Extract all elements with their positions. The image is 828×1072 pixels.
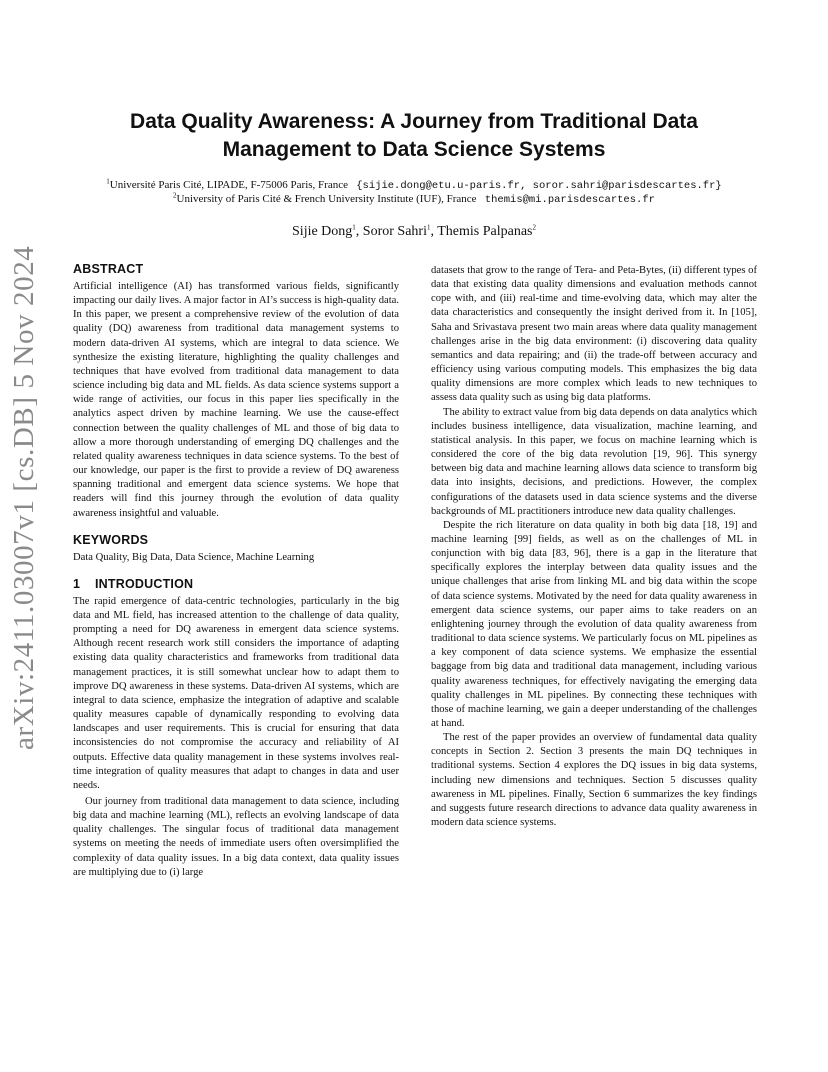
arxiv-identifier: arXiv:2411.03007v1 [cs.DB] 5 Nov 2024 — [8, 245, 40, 750]
author-sup: 1 — [426, 223, 431, 232]
author-name: Themis Palpanas — [437, 224, 533, 239]
affiliation-1-text: Université Paris Cité, LIPADE, F-75006 Paris, France — [109, 179, 348, 191]
author-name: Sijie Dong — [292, 224, 353, 239]
affiliation-1-emails: {sijie.dong@etu.u-paris.fr, soror.sahri@parisdescartes.fr} — [356, 180, 722, 192]
affiliation-2-sup: 2 — [173, 191, 177, 200]
paper-title — [80, 108, 748, 164]
author-sup: 1 — [352, 223, 356, 232]
affiliation-2-emails: themis@mi.parisdescartes.fr — [484, 194, 655, 206]
keywords-heading: KEYWORDS — [73, 532, 149, 547]
introduction-heading — [73, 576, 399, 592]
intro-paragraph-2: Our journey from traditional data management to data science, including big data and machine learning (ML), reflects an evolving landscape of data quality challenges. The singular focus of traditional data management systems on meeting the needs of immediate users often oversimplified the complexity of data quality issues. In a big data context, data quality issues are multiplying due to (i) large — [73, 796, 399, 878]
section-number: 1 — [73, 576, 81, 591]
abstract-text: Artificial intelligence (AI) has transformed various fields, significantly impacting our daily lives. A major factor in AI’s success is high-quality data. In this paper, we present a comprehensive review of the evolution of data quality (DQ) awareness from traditional data management systems to modern data-driven AI systems, which are integral to data science. We synthesize the existing literature, highlighting the quality challenges and techniques that have evolved from traditional data management to data science including big data and ML fields. As data science systems support a wide range of activities, our focus in this paper lies specifically in the analytics aspect driven by machine learning. We use the cause-effect connection between the quality challenges of ML and those of big data to allow a more thorough understanding of emerging DQ challenges and the related quality awareness techniques in data science systems. To the best of our knowledge, our paper is the first to provide a review of DQ awareness spanning traditional and emergent data science systems. We hope that readers will find this journey through the evolution of data quality awareness insightful and valuable. — [73, 281, 399, 519]
keywords-text: Data Quality, Big Data, Data Science, Machine Learning — [73, 551, 315, 563]
author-name: Soror Sahri — [362, 224, 427, 239]
intro-paragraph-3: The ability to extract value from big data depends on data analytics which includes business intelligence, data visualization, machine learning, and statistical analysis. In this paper, we focus on machine learning which is considered the core of the big data revolution [19, 96]. This synergy between big data and machine learning allows data science to transform big data into insights, decisions, and predictions. However, the complex configurations of the datasets used in data science systems and the diverse backgrounds of ML practitioners introduce new data quality challenges. — [431, 406, 757, 517]
title-line-1: Data Quality Awareness: A Journey from Traditional Data — [130, 110, 698, 133]
author-list: Sijie Dong$^1$, Soror Sahri$^1$, Themis Palpanas$^2$ — [292, 223, 536, 239]
author-sup: 2 — [532, 223, 536, 232]
intro-paragraph-1: The rapid emergence of data-centric technologies, particularly in the big data and ML field, has increased attention to the challenge of data quality, prompting a need for DQ awareness in emergent data science systems. Although recent research work still considers the importance of adapting existing data quality characteristics and frameworks from traditional data management practices, it is still somewhat unclear how to adapt them to improve DQ awareness in these systems. Data-driven AI systems, which are integral to data science, emphasize the integration of adaptive and scalable quality measures capable of dynamically responding to evolving data landscapes and user requirements. This is crucial for ensuring that data inconsistencies do not compromise the accuracy and reliability of AI outputs. Effective data quality management in these systems involves real-time integration of quality measures that adapt to changes in data and user needs. — [73, 595, 399, 791]
section-title: INTRODUCTION — [95, 576, 194, 591]
intro-paragraph-5: The rest of the paper provides an overview of fundamental data quality concepts in Section 2. Section 3 presents the main DQ techniques in traditional systems. Section 4 explores the DQ issues in big data systems, including new dimensions and techniques. Section 5 discusses quality awareness in ML pipelines. Finally, Section 6 summarizes the key findings and suggests future research directions to advance data quality awareness in modern data science systems. — [431, 732, 757, 829]
affiliation-2-text: University of Paris Cité & French University Institute (IUF), France — [176, 193, 477, 205]
affiliation-2 — [60, 192, 768, 207]
affiliation-1 — [60, 178, 768, 193]
abstract-heading: ABSTRACT — [73, 262, 144, 276]
intro-paragraph-2-continued: datasets that grow to the range of Tera- and Peta-Bytes, (ii) different types of data that existing data quality dimensions and evaluation methods cannot cope with, and (iii) real-time and time-evolving data, which may alter the data characteristics and consequently the insight derived from it. In [105], Saha and Srivastava present two main areas where data quality management challenges arise in the big data environment: (i) discovering data quality semantics and data repairing; and (ii) the trade-off between accuracy and efficiency using various computing models. This emphasizes the big data quality dimensions are more complex which leads to new techniques to assess data quality such as using big data platforms. — [431, 265, 757, 404]
left-column — [73, 261, 399, 880]
right-column — [431, 264, 757, 830]
intro-paragraph-4: Despite the rich literature on data quality in both big data [18, 19] and machine learning [99] fields, as well as on the challenges of ML in conjunction with big data [83, 96], there is a gap in the literature that specifically explores the interplay between data quality issues and the unique challenges that arise from linking ML and big data within the scope of data science systems. Motivated by the need for data quality awareness in emergent data science systems, our paper aims to take readers on an enlightening journey through the evolution of data quality awareness from traditional to data science systems. We particularly focus on ML pipelines as a key component of data science systems. We emphasize the essential baggage from big data and traditional data management, including various quality awareness techniques, for effectively navigating the emerging data quality challenges in ML pipelines. By connecting these techniques with those of machine learning, we gain a deeper understanding of the challenges at hand. — [431, 519, 757, 729]
title-line-2: Management to Data Science Systems — [222, 138, 606, 161]
affiliation-1-sup: 1 — [106, 177, 110, 186]
